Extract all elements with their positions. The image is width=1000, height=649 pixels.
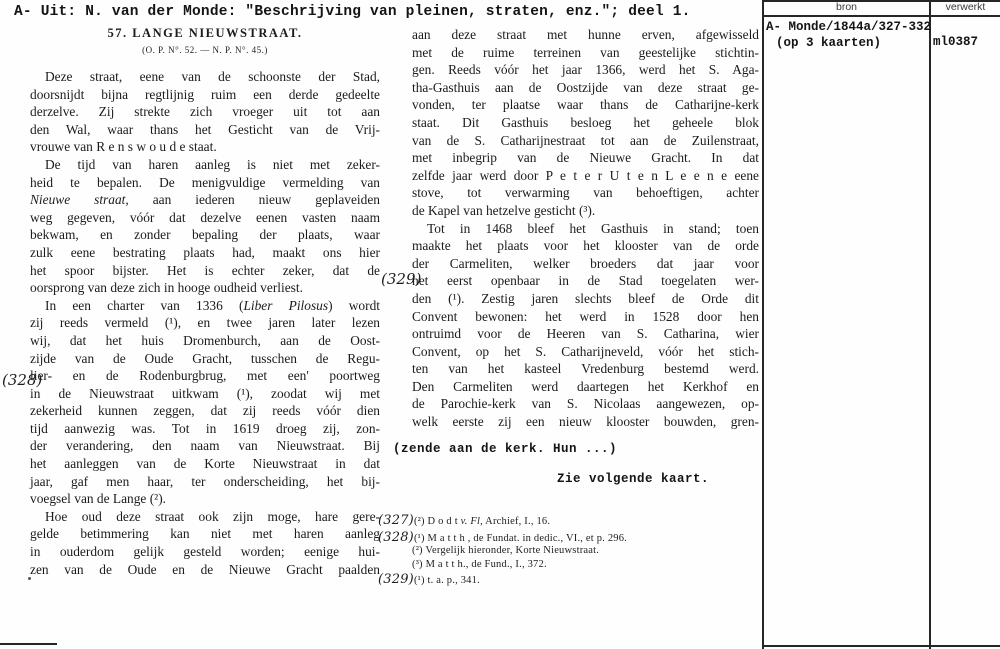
text-line (30, 490, 380, 508)
footnote-text (414, 533, 627, 544)
text-segment: zekerheid kunnen zeggen, dat zij reeds vóór dien (30, 403, 380, 419)
verwerkt-value: ml0387 (933, 35, 979, 49)
table-header-verwerkt: verwerkt (945, 1, 986, 13)
panel-bottom-border-line (762, 645, 1000, 647)
text-segment: gelde betimmering kan niet met haren aanleg (30, 526, 380, 542)
text-segment: Tot in 1468 bleef het Gasthuis in stand; toen (427, 220, 759, 236)
text-segment: Nieuwe straat (30, 192, 126, 208)
text-line (30, 226, 380, 244)
text-segment: stove, tot verwarming van behoeftigen, achter (412, 185, 759, 201)
text-line (412, 378, 759, 396)
text-line (412, 272, 759, 290)
text-line (412, 79, 759, 97)
text-line (30, 174, 380, 192)
text-segment: het eerst openbaar in de Stad toegelaten wer- (412, 273, 759, 289)
text-segment: , aan iederen nieuw geplaveiden (125, 192, 380, 208)
text-segment: weg gegeven, vóór dat dezelve eenen vasten naam (30, 209, 380, 225)
text-line (412, 308, 759, 326)
text-segment: aan deze straat met hunne erven, afgewisseld (412, 27, 759, 42)
text-line (30, 367, 380, 385)
text-segment: Liber Pilosus (243, 297, 329, 313)
text-segment: lier- en de Rodenburgbrug, met een' poortweg (30, 368, 380, 384)
margin-annotation-328: (328) (2, 371, 43, 389)
text-segment: der Carmeliten, welker broeders dat jaar voor (412, 255, 759, 271)
text-line (412, 96, 759, 114)
text-segment: ) wordt (328, 297, 380, 313)
text-line (412, 114, 759, 132)
text-line (30, 86, 380, 104)
typed-continuation-note: (zende aan de kerk. Hun ...) (393, 442, 618, 456)
text-line (30, 543, 380, 561)
bron-value-line1: A- Monde/1844a/327-332 (766, 20, 932, 34)
footnote-text (412, 559, 547, 570)
text-line (30, 103, 380, 121)
text-segment: het aanleggen van de Korte Nieuwstraat in dat (30, 456, 380, 472)
text-line (412, 255, 759, 273)
text-segment: bekwam, en zonder bepaling der plaats, waar (30, 227, 380, 243)
text-segment: voegsel van de Lange (²). (30, 491, 167, 507)
text-segment: maakte het plaats voor het klooster van de orde (412, 238, 759, 254)
text-segment: tijd aanwezig was. Tot in 1619 droeg zij, zon- (30, 420, 380, 436)
text-segment: zulk eene bestrating plaats had, maakt ons hier (30, 244, 380, 260)
text-line (412, 395, 759, 413)
text-line (412, 44, 759, 62)
footnote-row (378, 572, 758, 587)
text-segment: oorsprong van deze zich in hooge oudheid verliest. (30, 280, 303, 296)
text-line (412, 290, 759, 308)
text-line (30, 244, 380, 262)
text-line (30, 561, 380, 579)
panel-column-divider-line (929, 0, 931, 649)
text-column-left (30, 68, 380, 578)
text-segment: (³) M a t t h., de Fund., I., 372. (412, 559, 547, 570)
margin-dot (28, 577, 31, 580)
text-line (30, 508, 380, 526)
text-line (412, 149, 759, 167)
typed-see-next-card-note: Zie volgende kaart. (557, 472, 710, 486)
text-line (412, 237, 759, 255)
text-line (412, 343, 759, 361)
text-segment: tha-Gasthuis aan de Oostzijde van deze straat ge- (412, 79, 759, 95)
text-line (412, 413, 759, 431)
footnote-row (378, 559, 758, 570)
text-line (30, 350, 380, 368)
text-line (30, 402, 380, 420)
table-header-bron: bron (835, 1, 857, 13)
source-citation-line: A- Uit: N. van der Monde: "Beschrijving van pleinen, straten, enz."; deel 1. (14, 4, 691, 20)
footnote-text (414, 516, 550, 527)
panel-header-rule-line (762, 15, 1000, 17)
text-segment: vonden, ter plaatse waar thans de Catharijne-kerk (412, 97, 759, 113)
bron-value-line2: (op 3 kaarten) (776, 36, 882, 50)
text-segment: jaar, gaf men haar, ter onderscheiding, het bij- (30, 473, 380, 489)
footnote-text (412, 545, 599, 556)
margin-annotation-329: (329) (381, 270, 422, 288)
article-title: 57. LANGE NIEUWSTRAAT. (107, 26, 303, 40)
text-segment: Convent bewonen: het werd in 1528 door hen (412, 308, 759, 324)
text-line (30, 279, 380, 297)
footnote-row (378, 513, 758, 528)
text-line (30, 473, 380, 491)
text-segment: de Parochie-kerk van S. Nicolaas aangewezen, op- (412, 396, 759, 412)
text-line (30, 455, 380, 473)
text-segment: vrouwe van R e n s w o u d e staat. (30, 139, 217, 155)
footnote-card-number: (328) (378, 530, 414, 545)
text-line (412, 202, 759, 220)
page-bottom-left-rule-line (0, 643, 57, 645)
text-segment: Hoe oud deze straat ook zijn moge, hare gere- (45, 508, 380, 524)
text-segment: zelfde jaar werd door P e t e r U t e n L e e n e eene (412, 167, 759, 183)
text-segment: De tijd van haren aanleg is niet met zeker- (45, 156, 380, 172)
text-segment: den (¹). Zestig jaren slechts bleef de Orde dit (412, 290, 759, 306)
text-segment: Den Carmeliten werd daartegen het Kerkhof en (412, 378, 759, 394)
text-line (30, 138, 380, 156)
footnote-text (414, 575, 480, 586)
text-segment: v. Fl (460, 516, 481, 527)
text-segment: van de S. Catharijnestraat tot aan de Zuilenstraat, (412, 132, 759, 148)
text-line (30, 314, 380, 332)
text-segment: (¹) M a t t h , de Fundat. in dedic., VI., et p. 296. (413, 533, 627, 544)
footnote-card-number: (327) (378, 513, 414, 528)
text-line (412, 26, 759, 44)
text-segment: het spoor bijster. Het is echter zeker, dat de (30, 262, 380, 278)
text-segment: der verandering, den naam van Nieuwstraat. Bij (30, 438, 380, 454)
text-segment: de Kapel van hetzelve gesticht (³). (412, 202, 596, 218)
text-segment: (²) D o d t (413, 516, 461, 527)
text-line (412, 132, 759, 150)
text-segment: ten van het kasteel Vredenburg bestemd werd. (412, 361, 759, 377)
footnote-row (378, 530, 758, 545)
text-segment: met de ruime terreinen van geestelijke stichtin- (412, 44, 759, 60)
text-segment: in de Nieuwstraat uitkwam (¹), zoodat wij met (30, 385, 380, 401)
text-segment: doorsnijdt bijna regtlijnig ruim een derde gedeelte (30, 86, 380, 102)
text-line (30, 156, 380, 174)
article-header (30, 26, 380, 55)
text-line (30, 68, 380, 86)
text-segment: ontruimd voor de Heeren van S. Catharina, wier (412, 326, 759, 342)
footnote-row (378, 545, 758, 556)
text-line (30, 385, 380, 403)
text-segment: Convent, op het S. Catharijneveld, vóór het stich- (412, 343, 759, 359)
text-line (30, 437, 380, 455)
text-line (412, 325, 759, 343)
text-segment: zen van de Oude en de Nieuwe Gracht paalden (30, 561, 380, 577)
panel-left-border-line (762, 0, 764, 649)
text-line (30, 525, 380, 543)
text-line (412, 360, 759, 378)
text-segment: met inbegrip van de Nieuwe Gracht. In dat (412, 150, 759, 166)
footnote-card-number: (329) (378, 572, 414, 587)
text-segment: (¹) t. a. p., 341. (413, 575, 480, 586)
text-segment: staat. Dit Gasthuis besloeg het geheele blok (412, 114, 759, 130)
article-subtitle: (O. P. N°. 52. — N. P. N°. 45.) (142, 45, 268, 55)
text-segment: Deze straat, eene van de schoonste der Stad, (45, 69, 380, 84)
text-segment: in ouderdom gelijk gesteld worden; eenige hui- (30, 544, 380, 560)
text-segment: zijde van de Oude Gracht, tusschen de Regu- (30, 350, 380, 366)
text-segment: zij reeds vermeld (¹), en twee jaren later lezen (30, 315, 380, 331)
text-line (412, 220, 759, 238)
text-line (412, 184, 759, 202)
text-line (30, 262, 380, 280)
text-line (412, 167, 759, 185)
text-line (30, 121, 380, 139)
text-segment: welk eerste zij een nieuw klooster bouwden, gren- (412, 414, 759, 430)
text-line (412, 61, 759, 79)
text-segment: In een charter van 1336 ( (45, 297, 244, 313)
text-segment: wij, dat het huis Dromenburch, aan de Oost- (30, 332, 380, 348)
text-segment: heid te bepalen. De menigvuldige vermelding van (30, 174, 380, 190)
text-segment: derzelve. Zij strekte zich vroeger uit tot aan (30, 104, 380, 120)
text-segment: den Wal, waar thans het Gesticht van de Vrij- (30, 121, 380, 137)
text-line (30, 191, 380, 209)
text-segment: gen. Reeds vóór het jaar 1366, werd het S. Aga- (412, 62, 759, 78)
text-line (30, 332, 380, 350)
text-line (30, 209, 380, 227)
text-segment: (²) Vergelijk hieronder, Korte Nieuwstraat. (412, 545, 600, 556)
text-line (30, 420, 380, 438)
text-column-right (412, 26, 759, 431)
text-line (30, 297, 380, 315)
text-segment: , Archief, I., 16. (480, 516, 551, 527)
